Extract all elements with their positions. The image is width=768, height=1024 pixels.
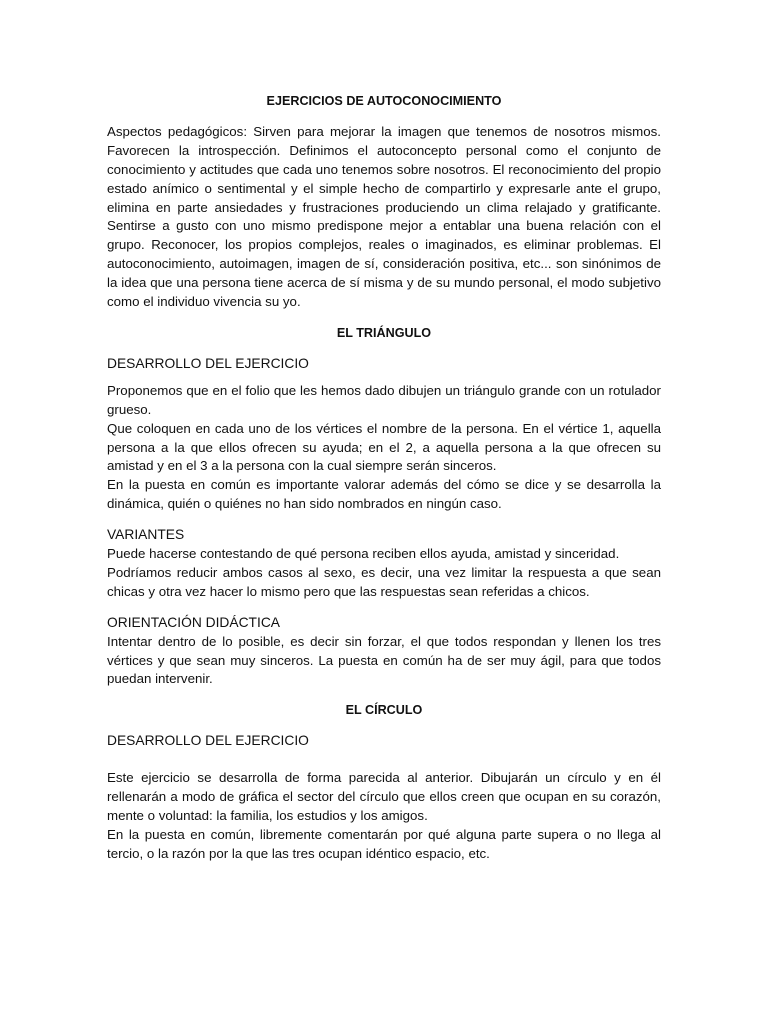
- triangle-variants-paragraph-2: Podríamos reducir ambos casos al sexo, es decir, una vez limitar la respuesta a que sean chicas y otra vez hacer lo mismo pero que las respuestas sean referidas a chicos.: [107, 564, 661, 599]
- circle-development-paragraph-1: Este ejercicio se desarrolla de forma parecida al anterior. Dibujarán un círculo y en él rellenarán a modo de gráfica el sector del círculo que ellos creen que ocupan en su corazón, mente o voluntad: la familia, los estudios y los amigos.: [107, 770, 661, 823]
- triangle-variants-label: VARIANTES: [107, 527, 185, 543]
- triangle-development-label: DESARROLLO DEL EJERCICIO: [107, 355, 309, 371]
- triangle-development-paragraph-3: En la puesta en común es importante valorar además del cómo se dice y se desarrolla la dinámica, quién o quiénes no han sido nombrados en ningún caso.: [107, 477, 661, 512]
- triangle-variants-paragraph-1: Puede hacerse contestando de qué persona reciben ellos ayuda, amistad y sinceridad.: [107, 546, 620, 562]
- triangle-development-paragraph-2: Que coloquen en cada uno de los vértices el nombre de la persona. En el vértice 1, aquella persona a la que ellos ofrecen su ayuda; en el 2, a aquella persona a la que ofrecen su amistad y en el 3 a la persona con la cual siempre serán sinceros.: [107, 420, 661, 474]
- section-heading-triangle: EL TRIÁNGULO: [336, 325, 432, 340]
- document-title: EJERCICIOS DE AUTOCONOCIMIENTO: [266, 94, 502, 108]
- document-page: [107, 92, 661, 864]
- triangle-orientation-paragraph: Intentar dentro de lo posible, es decir sin forzar, el que todos respondan y llenen los tres vértices y que sean muy sinceros. La puesta en común ha de ser muy ágil, para que todos puedan intervenir.: [107, 633, 661, 687]
- circle-development-label: DESARROLLO DEL EJERCICIO: [107, 733, 309, 749]
- intro-paragraph: Aspectos pedagógicos: Sirven para mejorar la imagen que tenemos de nosotros mismos. Favorecen la introspección. Definimos el autoconcepto personal como el conjunto de conocimiento y actitudes que cada uno tenemos sobre nosotros. El reconocimiento del propio estado anímico o sentimental y el simple hecho de compartirlo y expresarle ante el grupo, elimina en parte ansiedades y frustraciones produciendo un clima relajado y gratificante. Sentirse a gusto con uno mismo predispone mejor a entablar una buena relación con el grupo. Reconocer, los propios complejos, reales o imaginados, es eliminar problemas. El autoconocimiento, autoimagen, imagen de sí, consideración positiva, etc... son sinónimos de la idea que una persona tiene acerca de sí misma y de su mundo personal, el modo subjetivo como el individuo vivencia su yo.: [107, 123, 661, 310]
- circle-development-paragraph-2: En la puesta en común, libremente comentarán por qué alguna parte supera o no llega al tercio, o la razón por la que las tres ocupan idéntico espacio, etc.: [107, 826, 661, 861]
- triangle-development-paragraph-1: Proponemos que en el folio que les hemos dado dibujen un triángulo grande con un rotulador grueso.: [107, 382, 661, 417]
- triangle-orientation-label: ORIENTACIÓN DIDÁCTICA: [107, 614, 280, 630]
- section-heading-circle: EL CÍRCULO: [345, 703, 423, 718]
